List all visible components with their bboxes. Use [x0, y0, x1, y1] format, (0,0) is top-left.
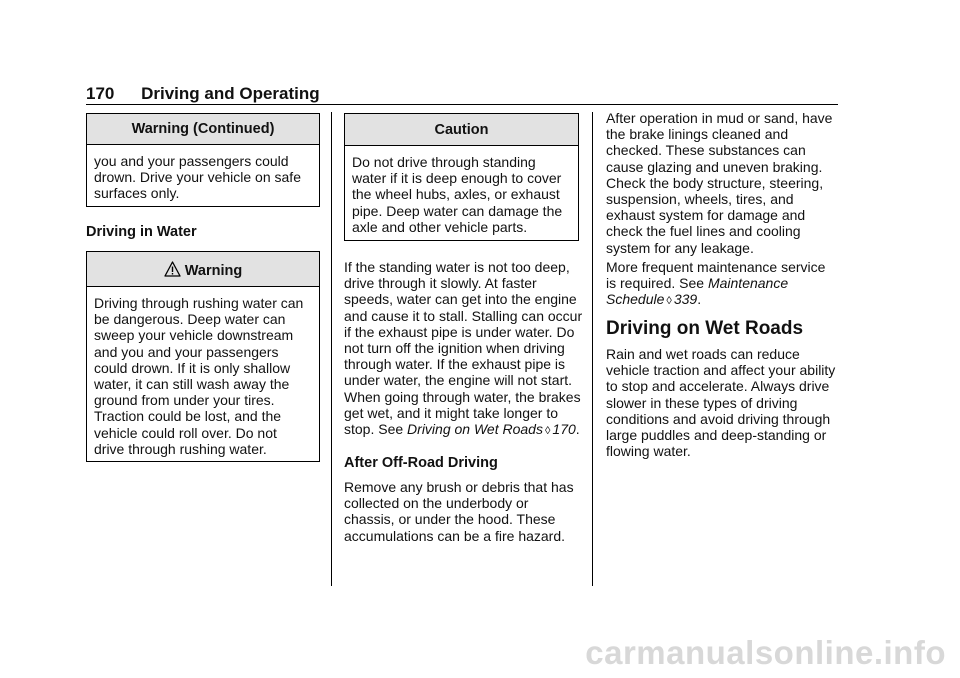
- warning-title: Warning: [184, 263, 243, 279]
- warning-continued-body: you and your passengers could drown. Drive your vehicle on safe surfaces only.: [94, 153, 301, 202]
- caution-box: [344, 113, 579, 241]
- standing-water-paragraph: [344, 259, 584, 439]
- chapter-title: Driving and Operating: [141, 84, 320, 103]
- maintenance-paragraph: [606, 259, 836, 310]
- warning-triangle-icon: [164, 261, 181, 277]
- column-divider-2: [592, 112, 593, 586]
- page-number: 170: [86, 84, 115, 103]
- off-road-paragraph: Remove any brush or debris that has collected on the underbody or chassis, or under the hood. These accumulations can be a fire hazard.: [344, 479, 574, 544]
- page-header: [86, 84, 320, 104]
- caution-body: Do not drive through standing water if it is deep enough to cover the wheel hubs, axles, or exhaust pipe. Deep water can damage the axle and other vehicle parts.: [352, 154, 563, 235]
- maintenance-text: More frequent maintenance service is required. See: [606, 259, 826, 292]
- warning-box: [86, 251, 320, 462]
- maintenance-schedule-title: Maintenance Schedule: [606, 275, 789, 308]
- section-title-driving-in-water: Driving in Water: [86, 224, 197, 240]
- mud-sand-paragraph: After operation in mud or sand, have the brake linings cleaned and checked. These substances can cause glazing and uneven braking. Check the body structure, steering, suspension, wheels, tires, and exhaust system for damage and check the fuel lines and cooling system for any leakage.: [606, 110, 833, 256]
- maintenance-schedule-link[interactable]: Maintenance Schedule ◊ 339.: [606, 275, 789, 308]
- wet-roads-reference-page: 170: [552, 421, 576, 438]
- wet-roads-reference-title: Driving on Wet Roads: [407, 421, 543, 438]
- page-ref-arrow-icon: ◊: [544, 425, 551, 438]
- header-rule: [86, 104, 838, 105]
- caution-title: Caution: [345, 114, 578, 146]
- warning-continued-box: [86, 113, 320, 207]
- warning-body: Driving through rushing water can be dangerous. Deep water can sweep your vehicle downstream and you and your passengers could drown. If it is only shallow water, it can still wash away the ground from under your tires. Traction could be lost, and the vehicle could roll over. Do not drive through rushing water.: [94, 295, 304, 457]
- warning-header: [87, 252, 319, 287]
- maintenance-schedule-page: 339: [673, 291, 698, 308]
- column-divider-1: [331, 112, 332, 586]
- standing-water-text: If the standing water is not too deep, drive through it slowly. At faster speeds, water can get into the engine and cause it to stall. Stalling can occur if the exhaust pipe is under water. Do not turn off the ignition when driving through water. If the exhaust pipe is under water, the engine will not start. When going through water, the brakes get wet, and it might take longer to stop. See: [344, 259, 583, 438]
- warning-continued-title: Warning (Continued): [87, 114, 319, 145]
- watermark: carmanualsonline.info: [585, 634, 946, 671]
- wet-roads-reference-link[interactable]: Driving on Wet Roads ◊ 170.: [407, 421, 580, 438]
- page-ref-arrow-icon: ◊: [666, 295, 672, 308]
- major-title-driving-on-wet-roads: Driving on Wet Roads: [606, 318, 804, 339]
- wet-roads-paragraph: Rain and wet roads can reduce vehicle traction and affect your ability to stop and accelerate. Always drive slower in these types of driving conditions and avoid driving through large puddles and deep-standing or flowing water.: [606, 346, 836, 460]
- section-title-after-off-road: After Off-Road Driving: [344, 455, 498, 471]
